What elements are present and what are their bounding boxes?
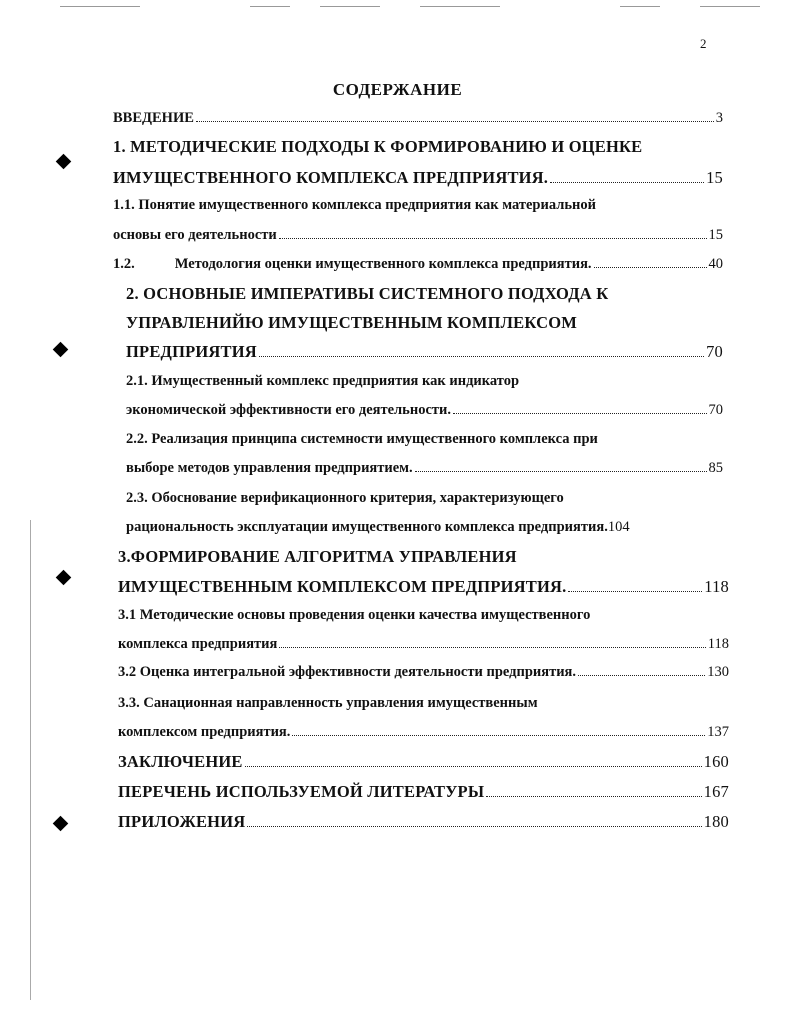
- toc-entry-section-2-3[interactable]: [126, 519, 737, 536]
- toc-entry-intro[interactable]: [113, 110, 723, 127]
- toc-chapter-2-line2[interactable]: УПРАВЛЕНИЙЮ ИМУЩЕСТВЕННЫМ КОМПЛЕКСОМ: [126, 313, 578, 332]
- toc-section-number: 1.2.: [113, 256, 135, 272]
- toc-entry-text: ПЕРЕЧЕНЬ ИСПОЛЬЗУЕМОЙ ЛИТЕРАТУРЫ: [118, 782, 485, 801]
- toc-section-3-3-line1[interactable]: 3.3. Санационная направленность управления имущественным: [118, 695, 538, 711]
- toc-page-number: 167: [703, 782, 729, 801]
- toc-entry-section-2-2[interactable]: [126, 460, 723, 477]
- toc-section-2-3-line1[interactable]: 2.3. Обоснование верификационного критерия, характеризующего: [126, 490, 564, 506]
- dot-leader: [247, 826, 701, 827]
- dot-leader: [486, 796, 701, 797]
- toc-page-number: 137: [707, 724, 729, 740]
- toc-entry-text: 3.2 Оценка интегральной эффективности деятельности предприятия.: [118, 664, 577, 680]
- dot-leader: [568, 591, 702, 592]
- dot-leader: [279, 238, 707, 239]
- toc-entry-section-1-1[interactable]: [113, 227, 723, 244]
- dot-leader: [594, 267, 707, 268]
- dot-leader: [415, 471, 707, 472]
- toc-entry-text: комплексом предприятия.: [118, 724, 291, 740]
- toc-page-number: 70: [706, 342, 723, 361]
- page-number: 2: [700, 36, 707, 51]
- toc-entry-section-2-1[interactable]: [126, 402, 723, 419]
- toc-entry-text: комплекса предприятия: [118, 636, 278, 652]
- toc-entry-text: ИМУЩЕСТВЕННЫМ КОМПЛЕКСОМ ПРЕДПРИЯТИЯ.: [118, 577, 567, 596]
- toc-entry-appendix[interactable]: [118, 812, 729, 832]
- toc-page-number: 160: [703, 752, 729, 771]
- scan-artifact-line: [420, 6, 500, 7]
- scan-artifact-line: [620, 6, 660, 7]
- toc-entry-text: ПРЕДПРИЯТИЯ: [126, 342, 257, 361]
- toc-entry-section-1-2[interactable]: [113, 256, 723, 273]
- toc-page-number: 130: [707, 664, 729, 680]
- toc-entry-text: выборе методов управления предприятием.: [126, 460, 413, 476]
- toc-chapter-1-line1[interactable]: 1. МЕТОДИЧЕСКИЕ ПОДХОДЫ К ФОРМИРОВАНИЮ И ОЦЕНКЕ: [113, 137, 643, 156]
- dot-leader: [550, 182, 704, 183]
- toc-entry-chapter-2[interactable]: [126, 342, 723, 362]
- toc-chapter-2-line1[interactable]: 2. ОСНОВНЫЕ ИМПЕРАТИВЫ СИСТЕМНОГО ПОДХОДА К: [126, 284, 609, 303]
- toc-entry-references[interactable]: [118, 782, 729, 802]
- toc-entry-text: основы его деятельности: [113, 227, 277, 243]
- toc-entry-text: экономической эффективности его деятельности.: [126, 402, 451, 418]
- margin-bullet-icon: [53, 816, 69, 832]
- scan-artifact-line: [250, 6, 290, 7]
- margin-bullet-icon: [53, 342, 69, 358]
- toc-section-2-1-line1[interactable]: 2.1. Имущественный комплекс предприятия как индикатор: [126, 373, 520, 389]
- dot-leader: [259, 356, 704, 357]
- toc-page-number: 85: [708, 460, 723, 476]
- scan-margin-line: [30, 520, 31, 1000]
- toc-page-number: 15: [706, 168, 723, 187]
- page-title: СОДЕРЖАНИЕ: [332, 80, 463, 99]
- toc-chapter-3-line1[interactable]: 3.ФОРМИРОВАНИЕ АЛГОРИТМА УПРАВЛЕНИЯ: [118, 547, 517, 566]
- toc-entry-chapter-3[interactable]: [118, 577, 729, 597]
- toc-page-number: 3: [715, 110, 723, 126]
- margin-bullet-icon: [56, 570, 72, 586]
- dot-leader: [578, 675, 705, 676]
- toc-page-number: 118: [704, 577, 729, 596]
- dot-leader: [196, 121, 714, 122]
- scan-artifact-line: [700, 6, 760, 7]
- toc-entry-section-3-2[interactable]: [118, 664, 729, 681]
- toc-entry-text: ПРИЛОЖЕНИЯ: [118, 812, 246, 831]
- toc-section-2-2-line1[interactable]: 2.2. Реализация принципа системности имущественного комплекса при: [126, 431, 598, 447]
- toc-entry-section-3-3[interactable]: [118, 724, 729, 741]
- toc-page-number: 40: [708, 256, 723, 272]
- toc-entry-chapter-1[interactable]: [113, 168, 723, 188]
- dot-leader: [292, 735, 705, 736]
- dot-leader: [453, 413, 707, 414]
- margin-bullet-icon: [56, 154, 72, 170]
- toc-entry-text: ВВЕДЕНИЕ: [113, 110, 194, 126]
- toc-section-3-1-line1[interactable]: 3.1 Методические основы проведения оценки качества имущественного: [118, 607, 591, 623]
- toc-page-number: 70: [708, 402, 723, 418]
- toc-entry-text: Методология оценки имущественного комплекса предприятия.: [174, 256, 592, 272]
- toc-page-number: 118: [707, 636, 729, 652]
- toc-section-1-1-line1[interactable]: 1.1. Понятие имущественного комплекса предприятия как материальной: [113, 197, 596, 213]
- scan-artifact-line: [320, 6, 380, 7]
- toc-entry-section-3-1[interactable]: [118, 636, 729, 653]
- toc-entry-text: рациональность эксплуатации имущественного комплекса предприятия.: [126, 519, 608, 535]
- toc-entry-text: ЗАКЛЮЧЕНИЕ: [118, 752, 243, 771]
- toc-entry-text: ИМУЩЕСТВЕННОГО КОМПЛЕКСА ПРЕДПРИЯТИЯ.: [113, 168, 549, 187]
- toc-page-number: 104: [607, 519, 630, 535]
- dot-leader: [279, 647, 705, 648]
- dot-leader: [245, 766, 702, 767]
- toc-page-number: 180: [703, 812, 729, 831]
- toc-entry-conclusion[interactable]: [118, 752, 729, 772]
- scan-artifact-line: [60, 6, 140, 7]
- toc-page-number: 15: [708, 227, 723, 243]
